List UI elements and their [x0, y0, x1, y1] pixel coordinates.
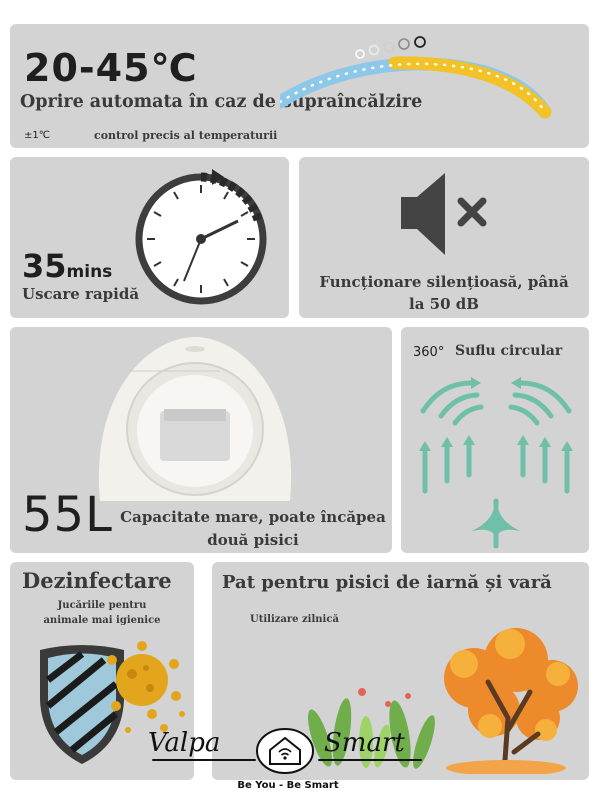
disinfect-text	[10, 598, 194, 628]
drying-time	[22, 247, 112, 285]
silent-panel	[299, 157, 589, 318]
brand-left: Valpa	[148, 728, 221, 758]
disinfect-title: Dezinfectare	[22, 568, 172, 593]
airflow-panel	[401, 327, 589, 553]
silent-text	[299, 271, 589, 315]
precision-text: control precis al temperaturii	[94, 129, 278, 142]
cat-house-image	[90, 331, 300, 511]
airflow-degrees: 360°	[413, 345, 445, 360]
capacity-panel	[10, 327, 392, 553]
drying-unit: mins	[66, 262, 113, 282]
capacity-value: 55L	[22, 487, 113, 543]
brand-underline-left	[152, 759, 256, 761]
disinfect-line2: animale mai igienice	[43, 615, 161, 626]
overheat-headline: Oprire automata în caz de supraîncălzire	[20, 92, 423, 112]
speaker-mute-icon	[395, 167, 505, 267]
drying-panel	[10, 157, 289, 318]
capacity-line2: două pisici	[207, 531, 299, 549]
thermometer-arc-icon	[280, 32, 580, 142]
drying-value: 35	[22, 247, 67, 285]
seasons-subtitle: Utilizare zilnică	[250, 614, 339, 625]
seasons-title: Pat pentru pisici de iarnă și vară	[222, 572, 552, 593]
brand-right: Smart	[324, 728, 405, 758]
drying-label: Uscare rapidă	[22, 285, 140, 303]
temperature-panel	[10, 24, 589, 148]
brand-underline-right	[318, 759, 422, 761]
capacity-line1: Capacitate mare, poate încăpea	[120, 508, 386, 526]
silent-line1: Funcționare silențioasă, până	[319, 273, 569, 291]
airflow-label: Suflu circular	[455, 343, 563, 359]
house-wifi-icon	[254, 726, 316, 776]
silent-line2: la 50 dB	[409, 295, 479, 313]
airflow-icon	[411, 371, 581, 549]
precision-value: ±1℃	[24, 130, 50, 141]
temperature-range: 20-45℃	[24, 46, 198, 90]
autumn-tree-icon	[434, 622, 584, 774]
capacity-text	[114, 506, 392, 552]
clock-icon	[126, 163, 276, 313]
disinfect-line1: Jucăriile pentru	[57, 600, 147, 611]
brand-tagline: Be You - Be Smart	[237, 780, 339, 791]
brand-logo	[148, 726, 428, 796]
